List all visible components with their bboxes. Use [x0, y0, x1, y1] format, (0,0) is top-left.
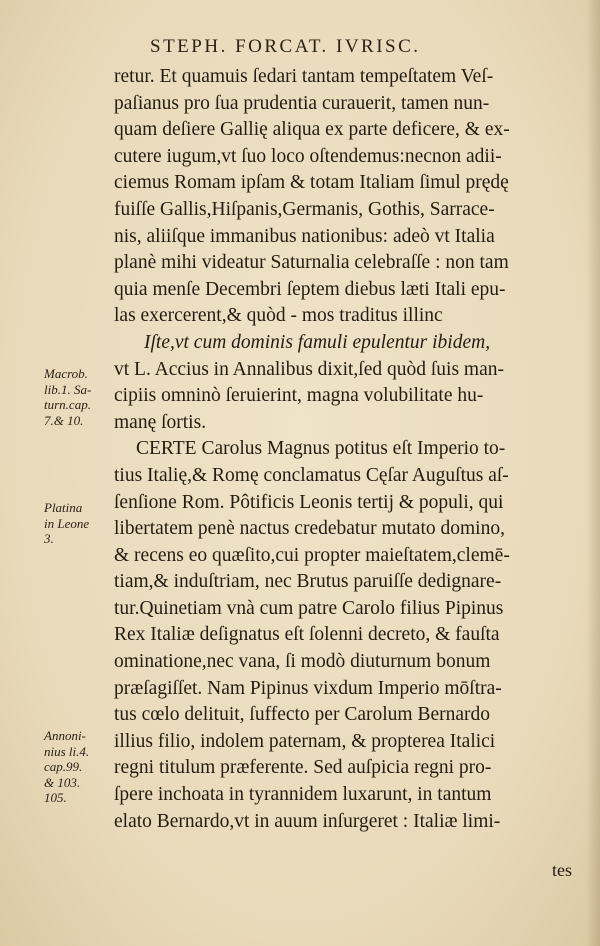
page-edge-shadow — [586, 0, 600, 946]
text-line: cipiis omninò ſeruierint, magna volubilitate hu- — [114, 385, 484, 407]
marginal-note-line: in Leone — [44, 515, 90, 531]
text-line: illius filio, indolem paternam, & propterea Italici — [114, 730, 496, 752]
text-line: elato Bernardo,vt in auum inſurgeret : Italiæ limi- — [114, 810, 501, 832]
marginal-note-line: nius li.4. — [44, 743, 90, 759]
text-line: paſianus pro ſua prudentia curauerit, tamen nun- — [114, 92, 490, 114]
marginal-note-line: 105. — [44, 790, 67, 805]
marginal-note-line: & 103. — [44, 774, 81, 790]
marginal-note-macrobius — [44, 366, 112, 428]
text-line: Rex Italiæ deſignatus eſt ſolenni decreto, & fauſta — [114, 624, 500, 646]
text-line: libertatem penè nactus credebatur mutato domino, — [114, 518, 505, 540]
text-line: tiam,& induſtriam, nec Brutus paruiſſe dedignare- — [114, 571, 502, 593]
text-line: tius Italię,& Romę conclamatus Cęſar Auguſtus aſ- — [114, 464, 509, 486]
text-line: ciemus Romam ipſam & totam Italiam ſimul prędę — [114, 172, 509, 194]
text-line: tur.Quinetiam vnà cum patre Carolo filius Pipinus — [114, 597, 504, 619]
text-line: ſpere inchoata in tyrannidem luxarunt, in tantum — [114, 784, 492, 806]
marginal-note-line: Macrob. — [44, 366, 88, 381]
marginal-note-line: turn.cap. — [44, 397, 91, 412]
text-line: fuiſſe Gallis,Hiſpanis,Germanis, Gothis, Sarrace- — [114, 198, 495, 220]
marginal-note-line: Platina — [44, 500, 83, 515]
text-line: cutere iugum,vt ſuo loco oſtendemus:necnon adii- — [114, 145, 502, 167]
marginal-note-annonius — [44, 728, 112, 806]
text-line: vt L. Accius in Annalibus dixit,ſed quòd ſuis man- — [114, 358, 504, 380]
text-line: quam deſiere Gallię aliqua ex parte deficere, & ex- — [114, 119, 510, 141]
catchword: tes — [552, 860, 572, 880]
marginal-note-line: 7.& 10. — [44, 412, 84, 428]
text-line: ominatione,nec vana, ſi modò diuturnum bonum — [114, 651, 491, 673]
marginal-note-line: 3. — [44, 531, 54, 546]
text-line: præſagiſſet. Nam Pipinus vixdum Imperio mōſtra- — [114, 677, 502, 699]
text-line: retur. Et quamuis ſedari tantam tempeſtatem Veſ- — [114, 66, 494, 87]
text-line: las exercerent,& quòd - mos traditus illinc — [114, 305, 443, 327]
running-title: STEPH. FORCAT. IVRISC. — [150, 36, 421, 57]
body-text — [114, 64, 584, 835]
text-line: planè mihi videatur Saturnalia celebraſſe : non tam — [114, 252, 509, 274]
text-line: & recens eo quæſito,cui propter maieſtatem,clemē- — [114, 544, 510, 566]
text-line: manę ſortis. — [114, 411, 207, 433]
text-line: nis, aliiſque immanibus nationibus: adeò vt Italia — [114, 225, 495, 247]
marginal-note-line: cap.99. — [44, 759, 83, 774]
text-line: tus cœlo delituit, ſuffecto per Carolum Bernardo — [114, 704, 491, 726]
marginal-note-platina — [44, 500, 112, 547]
text-line: regni titulum præferente. Sed auſpicia regni pro- — [114, 757, 492, 779]
paragraph-start-line: CERTE Carolus Magnus potitus eſt Imperio to- — [136, 438, 506, 460]
verse-quote-line: Iſte,vt cum dominis famuli epulentur ibidem, — [144, 331, 491, 353]
text-line: ſenſione Rom. Pôtificis Leonis tertij & populi, qui — [114, 491, 504, 513]
marginal-note-line: Annoni- — [44, 728, 86, 743]
text-line: quia menſe Decembri ſeptem diebus læti Itali epu- — [114, 278, 506, 300]
marginal-note-line: lib.1. Sa- — [44, 381, 92, 397]
